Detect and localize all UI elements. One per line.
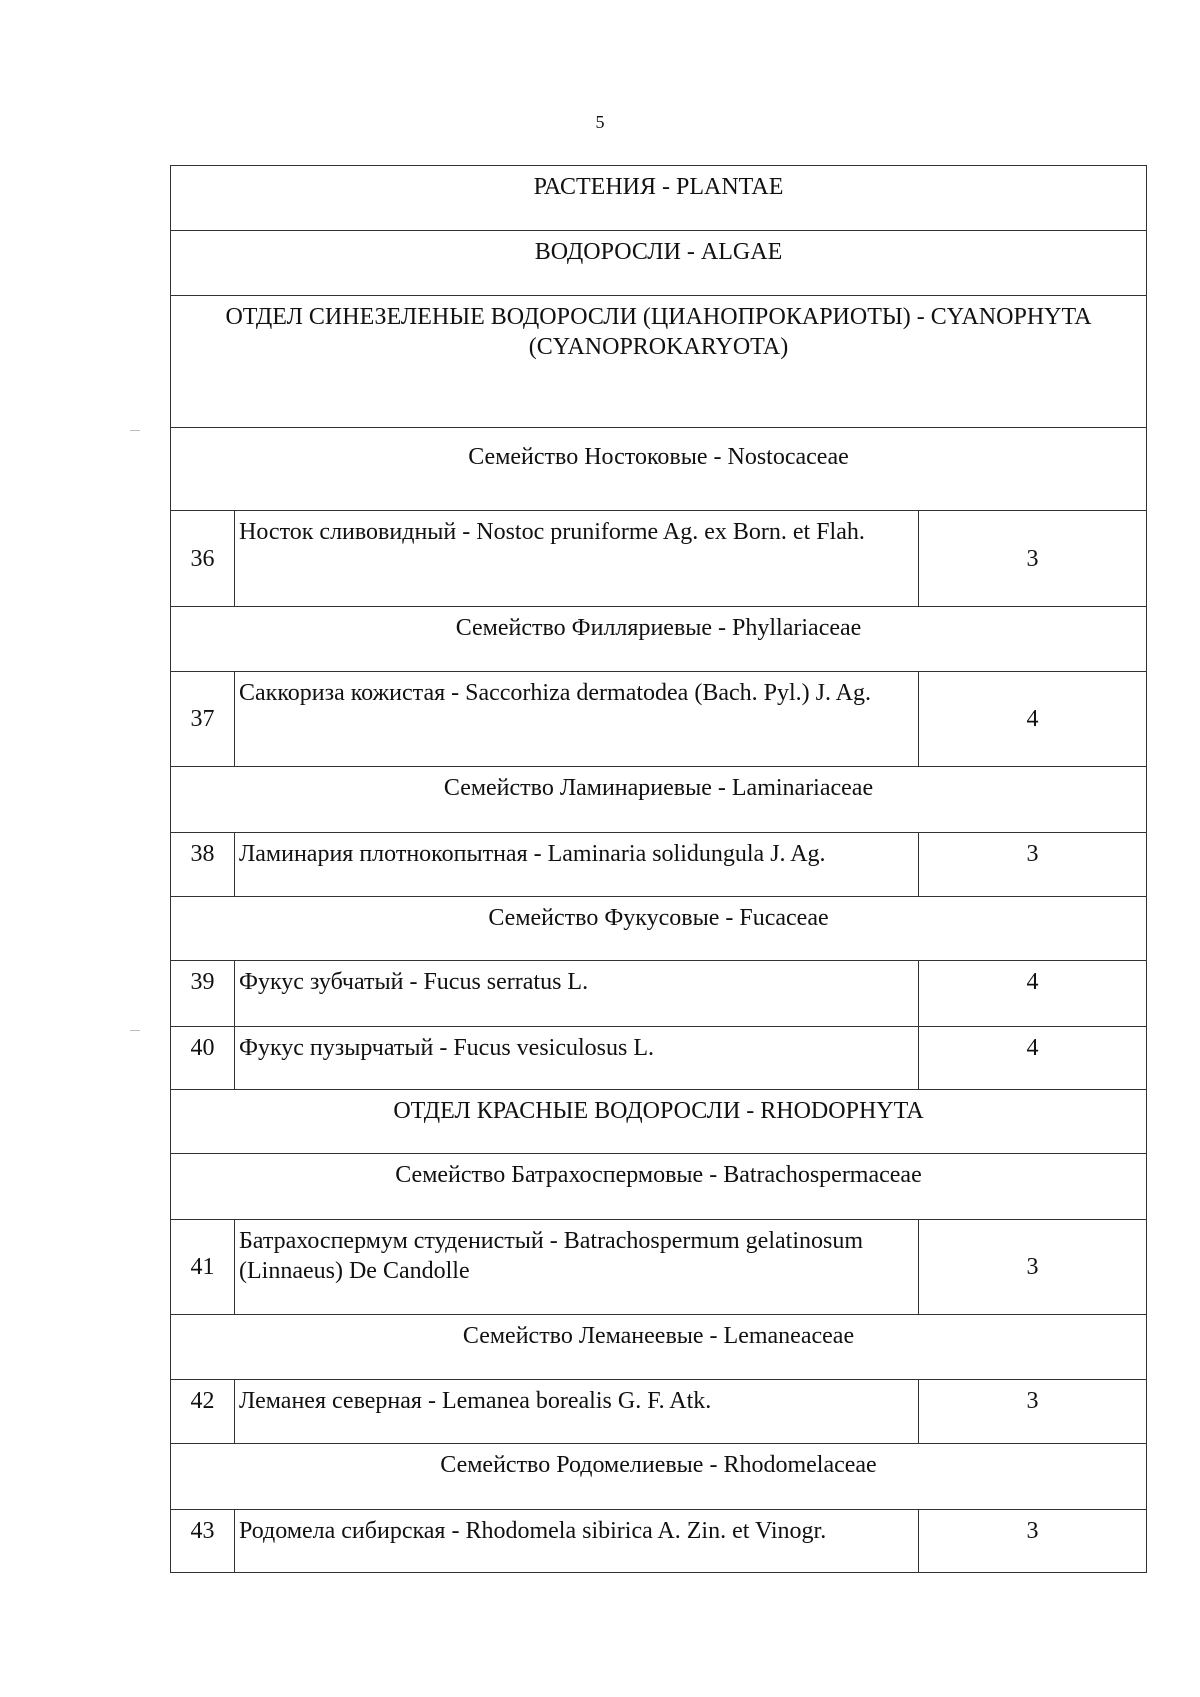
- species-name: Ламинария плотнокопытная - Laminaria solidungula J. Ag.: [235, 833, 919, 897]
- species-number: 41: [171, 1220, 235, 1315]
- page-number: 5: [595, 112, 605, 132]
- species-number: 42: [171, 1380, 235, 1444]
- division-heading: ОТДЕЛ КРАСНЫЕ ВОДОРОСЛИ - RHODOPHYTA: [171, 1090, 1147, 1154]
- scan-mark: [130, 430, 140, 431]
- family-heading-row: [171, 428, 1147, 511]
- group-heading-row: [171, 231, 1147, 296]
- species-category: 3: [919, 511, 1147, 607]
- species-number: 37: [171, 672, 235, 767]
- species-row: [171, 1220, 1147, 1315]
- species-row: [171, 961, 1147, 1027]
- family-heading-row: [171, 897, 1147, 961]
- species-row: [171, 1380, 1147, 1444]
- species-category: 4: [919, 672, 1147, 767]
- species-number: 43: [171, 1510, 235, 1573]
- species-number: 38: [171, 833, 235, 897]
- division-heading: ОТДЕЛ СИНЕЗЕЛЕНЫЕ ВОДОРОСЛИ (ЦИАНОПРОКАРИОТЫ) - CYANOPHYTA (CYANOPROKARYOTA): [171, 296, 1147, 428]
- species-row: [171, 511, 1147, 607]
- species-number: 39: [171, 961, 235, 1027]
- family-heading-row: [171, 1444, 1147, 1510]
- species-number: 40: [171, 1027, 235, 1090]
- species-category: 3: [919, 1220, 1147, 1315]
- species-name: Батрахоспермум студенистый - Batrachospermum gelatinosum (Linnaeus) De Candolle: [235, 1220, 919, 1315]
- species-row: [171, 1027, 1147, 1090]
- species-category: 3: [919, 1380, 1147, 1444]
- family-heading-row: [171, 1315, 1147, 1380]
- family-heading: Семейство Батрахоспермовые - Batrachospermaceae: [171, 1154, 1147, 1220]
- species-name: Саккориза кожистая - Saccorhiza dermatodea (Bach. Pyl.) J. Ag.: [235, 672, 919, 767]
- species-name: Леманея северная - Lemanea borealis G. F. Atk.: [235, 1380, 919, 1444]
- species-name: Фукус пузырчатый - Fucus vesiculosus L.: [235, 1027, 919, 1090]
- family-heading: Семейство Родомелиевые - Rhodomelaceae: [171, 1444, 1147, 1510]
- family-heading-row: [171, 607, 1147, 672]
- species-category: 3: [919, 833, 1147, 897]
- species-category: 4: [919, 1027, 1147, 1090]
- species-category: 4: [919, 961, 1147, 1027]
- group-heading: ВОДОРОСЛИ - ALGAE: [171, 231, 1147, 296]
- species-row: [171, 1510, 1147, 1573]
- kingdom-heading-row: [171, 166, 1147, 231]
- species-name: Носток сливовидный - Nostoc pruniforme Ag. ex Born. et Flah.: [235, 511, 919, 607]
- family-heading: Семейство Ностоковые - Nostocaceae: [171, 428, 1147, 511]
- species-number: 36: [171, 511, 235, 607]
- family-heading: Семейство Ламинариевые - Laminariaceae: [171, 767, 1147, 833]
- scan-mark: [130, 1030, 140, 1031]
- family-heading-row: [171, 767, 1147, 833]
- division-heading-row: [171, 1090, 1147, 1154]
- species-row: [171, 672, 1147, 767]
- division-heading-row: [171, 296, 1147, 428]
- family-heading: Семейство Леманеевые - Lemaneaceae: [171, 1315, 1147, 1380]
- species-row: [171, 833, 1147, 897]
- species-name: Родомела сибирская - Rhodomela sibirica A. Zin. et Vinogr.: [235, 1510, 919, 1573]
- red-book-table: [170, 165, 1147, 1573]
- family-heading-row: [171, 1154, 1147, 1220]
- species-name: Фукус зубчатый - Fucus serratus L.: [235, 961, 919, 1027]
- family-heading: Семейство Филляриевые - Phyllariaceae: [171, 607, 1147, 672]
- species-category: 3: [919, 1510, 1147, 1573]
- family-heading: Семейство Фукусовые - Fucaceae: [171, 897, 1147, 961]
- kingdom-heading: РАСТЕНИЯ - PLANTAE: [171, 166, 1147, 231]
